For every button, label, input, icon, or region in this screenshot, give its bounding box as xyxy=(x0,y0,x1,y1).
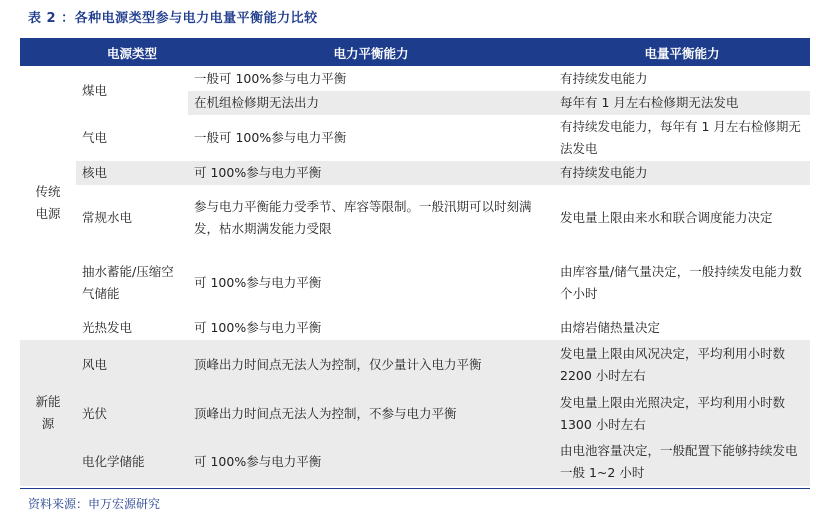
type-cell: 抽水蓄能/压缩空气储能 xyxy=(82,264,174,301)
header-category xyxy=(20,40,76,66)
type-cell: 风电 xyxy=(76,340,188,390)
energy-cell: 发电量上限由来水和联合调度能力决定 xyxy=(560,209,773,225)
energy-cell: 由电池容量决定，一般配置下能够持续发电一般 1~2 小时 xyxy=(554,438,810,486)
energy-cell: 由熔岩储热量决定 xyxy=(560,320,661,335)
table-row xyxy=(20,66,810,91)
table-row xyxy=(20,115,810,161)
group-label-line2: 电源 xyxy=(35,206,61,221)
energy-cell: 发电量上限由光照决定，平均利用小时数 1300 小时左右 xyxy=(554,390,810,438)
table-bottom-rule xyxy=(20,488,810,489)
power-cell: 可 100%参与电力平衡 xyxy=(194,275,322,290)
group-traditional xyxy=(20,66,76,340)
group-label-line2: 源 xyxy=(41,416,55,431)
power-cell: 在机组检修期无法出力 xyxy=(188,91,554,115)
group-label-line1: 新能 xyxy=(35,394,61,409)
group-new-energy xyxy=(20,340,76,486)
header-energy-balance: 电量平衡能力 xyxy=(554,40,810,66)
power-cell: 一般可 100%参与电力平衡 xyxy=(194,130,347,145)
energy-cell: 有持续发电能力，每年有 1 月左右检修期无法发电 xyxy=(560,119,801,156)
source-note: 资料来源：申万宏源研究 xyxy=(28,497,161,511)
energy-cell: 由库容量/储气量决定，一般持续发电能力数个小时 xyxy=(560,264,802,301)
energy-cell: 发电量上限由风况决定，平均利用小时数 2200 小时左右 xyxy=(554,340,810,390)
energy-cell: 有持续发电能力 xyxy=(554,161,810,185)
table-row xyxy=(20,340,810,390)
type-cell: 光伏 xyxy=(76,390,188,438)
power-cell: 参与电力平衡能力受季节、库容等限制。一般汛期可以时刻满发，枯水期满发能力受限 xyxy=(194,198,532,236)
type-cell: 煤电 xyxy=(82,82,108,98)
table-row xyxy=(20,185,810,250)
table-row xyxy=(20,250,810,316)
type-cell: 气电 xyxy=(82,130,108,145)
table-row xyxy=(20,316,810,340)
table-row xyxy=(20,438,810,486)
power-cell: 可 100%参与电力平衡 xyxy=(194,320,322,335)
power-cell: 可 100%参与电力平衡 xyxy=(188,161,554,185)
type-cell: 常规水电 xyxy=(82,209,133,225)
power-cell: 一般可 100%参与电力平衡 xyxy=(194,70,347,86)
energy-cell: 有持续发电能力 xyxy=(560,70,648,86)
table-title: 表 2 ：各种电源类型参与电力电量平衡能力比较 xyxy=(28,11,318,26)
comparison-table xyxy=(20,40,810,486)
header-power-balance: 电力平衡能力 xyxy=(188,40,554,66)
group-label-line1: 传统 xyxy=(35,184,61,199)
type-cell: 核电 xyxy=(76,161,188,185)
table-row xyxy=(20,390,810,438)
power-cell: 顶峰出力时间点无法人为控制，仅少量计入电力平衡 xyxy=(188,340,554,390)
type-cell: 电化学储能 xyxy=(76,438,188,486)
power-cell: 顶峰出力时间点无法人为控制，不参与电力平衡 xyxy=(188,390,554,438)
type-cell: 光热发电 xyxy=(82,320,133,335)
power-cell: 可 100%参与电力平衡 xyxy=(188,438,554,486)
table-row xyxy=(20,161,810,185)
header-type: 电源类型 xyxy=(76,40,188,66)
table-header-row xyxy=(20,40,810,66)
energy-cell: 每年有 1 月左右检修期无法发电 xyxy=(554,91,810,115)
